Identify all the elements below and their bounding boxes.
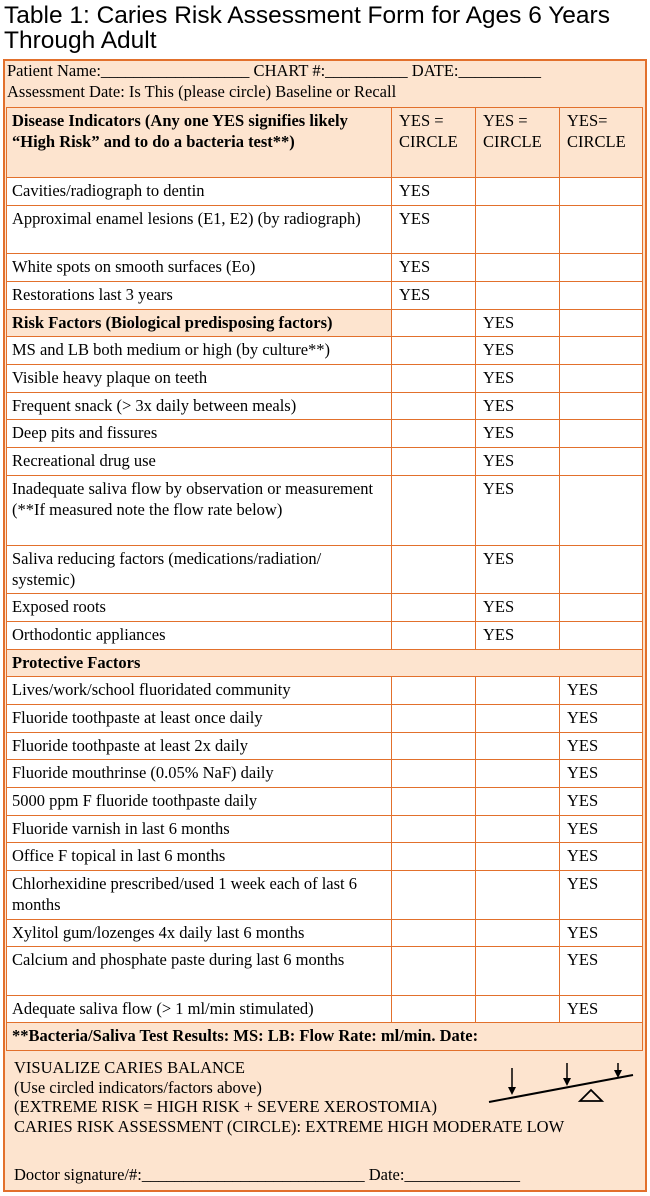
row-label: Adequate saliva flow (> 1 ml/min stimulated) (7, 995, 392, 1023)
empty-cell (560, 594, 643, 622)
empty-cell (560, 205, 643, 254)
empty-cell (560, 309, 643, 337)
yes-option[interactable]: YES (476, 621, 560, 649)
table-row (7, 178, 643, 206)
yes-option[interactable]: YES (476, 392, 560, 420)
empty-cell (476, 843, 560, 871)
row-label: Fluoride toothpaste at least once daily (7, 704, 392, 732)
table-row (7, 919, 643, 947)
patient-line[interactable]: Patient Name:__________________ CHART #:__________ DATE:__________ (7, 61, 542, 80)
yes-option[interactable]: YES (560, 677, 643, 705)
table-row (7, 254, 643, 282)
protective-header-row (7, 649, 643, 677)
empty-cell (392, 732, 476, 760)
empty-cell (476, 919, 560, 947)
empty-cell (476, 760, 560, 788)
empty-cell (392, 677, 476, 705)
yes-option[interactable]: YES (476, 545, 560, 594)
empty-cell (476, 254, 560, 282)
yes-option[interactable]: YES (476, 420, 560, 448)
balance-fulcrum (580, 1090, 602, 1101)
doctor-signature-line[interactable]: Doctor signature/#:___________________________ Date:______________ (14, 1165, 520, 1184)
empty-cell (392, 871, 476, 920)
yes-option[interactable]: YES (476, 475, 560, 545)
risk-header: Risk Factors (Biological predisposing factors) (7, 309, 392, 337)
empty-cell (392, 364, 476, 392)
extreme-risk-note: (EXTREME RISK = HIGH RISK + SEVERE XEROSTOMIA) (14, 1097, 438, 1116)
yes-option[interactable]: YES (560, 704, 643, 732)
patient-info (7, 61, 638, 102)
yes-option[interactable]: YES (392, 254, 476, 282)
disease-header: Disease Indicators (Any one YES signifies likely “High Risk” and to do a bacteria test**) (7, 108, 392, 178)
empty-cell (392, 947, 476, 996)
row-label: 5000 ppm F fluoride toothpaste daily (7, 788, 392, 816)
table-row (7, 704, 643, 732)
yes-option[interactable]: YES (560, 732, 643, 760)
column-header-risk: YES = CIRCLE (476, 108, 560, 178)
table-row (7, 392, 643, 420)
row-label: Frequent snack (> 3x daily between meals) (7, 392, 392, 420)
table-row (7, 448, 643, 476)
empty-cell (476, 704, 560, 732)
empty-cell (476, 178, 560, 206)
table-row (7, 545, 643, 594)
yes-option[interactable]: YES (476, 364, 560, 392)
yes-option[interactable]: YES (392, 281, 476, 309)
table-row (7, 594, 643, 622)
protective-header: Protective Factors (7, 649, 643, 677)
empty-cell (392, 337, 476, 365)
table-row (7, 475, 643, 545)
row-label: Deep pits and fissures (7, 420, 392, 448)
row-label: Restorations last 3 years (7, 281, 392, 309)
empty-cell (560, 545, 643, 594)
risk-assessment-options[interactable]: CARIES RISK ASSESSMENT (CIRCLE): EXTREME HIGH MODERATE LOW (14, 1116, 565, 1136)
row-label: Orthodontic appliances (7, 621, 392, 649)
table-row (7, 760, 643, 788)
empty-cell (476, 281, 560, 309)
yes-option[interactable]: YES (560, 947, 643, 996)
test-results[interactable]: **Bacteria/Saliva Test Results: MS: LB: Flow Rate: ml/min. Date: (7, 1023, 643, 1051)
table-row (7, 281, 643, 309)
disease-header-row (7, 108, 643, 178)
yes-option[interactable]: YES (476, 337, 560, 365)
row-label: Approximal enamel lesions (E1, E2) (by radiograph) (7, 205, 392, 254)
table-row (7, 205, 643, 254)
row-label: Calcium and phosphate paste during last 6 months (7, 947, 392, 996)
empty-cell (560, 254, 643, 282)
row-label: Lives/work/school fluoridated community (7, 677, 392, 705)
test-results-row (7, 1023, 643, 1051)
empty-cell (392, 843, 476, 871)
empty-cell (560, 281, 643, 309)
empty-cell (476, 732, 560, 760)
row-label: Visible heavy plaque on teeth (7, 364, 392, 392)
empty-cell (392, 392, 476, 420)
empty-cell (392, 448, 476, 476)
column-header-disease: YES = CIRCLE (392, 108, 476, 178)
empty-cell (476, 995, 560, 1023)
row-label: Fluoride mouthrinse (0.05% NaF) daily (7, 760, 392, 788)
assessment-line[interactable]: Assessment Date: Is This (please circle) Baseline or Recall (7, 81, 397, 101)
row-label: Xylitol gum/lozenges 4x daily last 6 months (7, 919, 392, 947)
table-row (7, 677, 643, 705)
empty-cell (392, 919, 476, 947)
yes-option[interactable]: YES (476, 309, 560, 337)
arrow-middle-head (563, 1078, 571, 1086)
page-title: Table 1: Caries Risk Assessment Form for Ages 6 Years Through Adult (4, 2, 610, 54)
yes-option[interactable]: YES (560, 843, 643, 871)
row-label: Cavities/radiograph to dentin (7, 178, 392, 206)
yes-option[interactable]: YES (560, 760, 643, 788)
risk-header-row (7, 309, 643, 337)
table-row (7, 420, 643, 448)
empty-cell (392, 594, 476, 622)
row-label: Office F topical in last 6 months (7, 843, 392, 871)
empty-cell (392, 788, 476, 816)
table-row (7, 843, 643, 871)
table-row (7, 995, 643, 1023)
column-header-protective: YES= CIRCLE (560, 108, 643, 178)
row-label: White spots on smooth surfaces (Eo) (7, 254, 392, 282)
empty-cell (392, 815, 476, 843)
yes-option[interactable]: YES (392, 205, 476, 254)
empty-cell (560, 178, 643, 206)
empty-cell (560, 337, 643, 365)
empty-cell (476, 947, 560, 996)
empty-cell (560, 364, 643, 392)
empty-cell (392, 545, 476, 594)
caries-balance-icon (485, 1060, 635, 1108)
table-row (7, 732, 643, 760)
row-label: Exposed roots (7, 594, 392, 622)
yes-option[interactable]: YES (560, 919, 643, 947)
yes-option[interactable]: YES (560, 871, 643, 920)
empty-cell (476, 788, 560, 816)
yes-option[interactable]: YES (476, 594, 560, 622)
arrow-left-head (508, 1087, 516, 1095)
empty-cell (392, 309, 476, 337)
empty-cell (392, 475, 476, 545)
row-label: Recreational drug use (7, 448, 392, 476)
empty-cell (476, 871, 560, 920)
empty-cell (476, 677, 560, 705)
yes-option[interactable]: YES (560, 815, 643, 843)
table-row (7, 788, 643, 816)
empty-cell (476, 815, 560, 843)
table-row (7, 364, 643, 392)
table-row (7, 337, 643, 365)
table-row (7, 871, 643, 920)
empty-cell (392, 760, 476, 788)
table-row (7, 815, 643, 843)
balance-note: (Use circled indicators/factors above) (14, 1077, 262, 1097)
row-label: Fluoride varnish in last 6 months (7, 815, 392, 843)
empty-cell (560, 621, 643, 649)
yes-option[interactable]: YES (476, 448, 560, 476)
empty-cell (560, 420, 643, 448)
row-label: MS and LB both medium or high (by culture**) (7, 337, 392, 365)
row-label: Saliva reducing factors (medications/radiation/ systemic) (7, 545, 392, 594)
yes-option[interactable]: YES (392, 178, 476, 206)
table-row (7, 621, 643, 649)
row-label: Fluoride toothpaste at least 2x daily (7, 732, 392, 760)
table-row (7, 947, 643, 996)
empty-cell (560, 448, 643, 476)
empty-cell (560, 475, 643, 545)
row-label: Chlorhexidine prescribed/used 1 week each of last 6 months (7, 871, 392, 920)
empty-cell (392, 420, 476, 448)
empty-cell (476, 205, 560, 254)
yes-option[interactable]: YES (560, 995, 643, 1023)
yes-option[interactable]: YES (560, 788, 643, 816)
risk-table (6, 107, 643, 1051)
balance-title: VISUALIZE CARIES BALANCE (14, 1058, 245, 1077)
empty-cell (392, 621, 476, 649)
row-label: Inadequate saliva flow by observation or measurement (**If measured note the flow rate below) (7, 475, 392, 545)
empty-cell (560, 392, 643, 420)
empty-cell (392, 995, 476, 1023)
empty-cell (392, 704, 476, 732)
